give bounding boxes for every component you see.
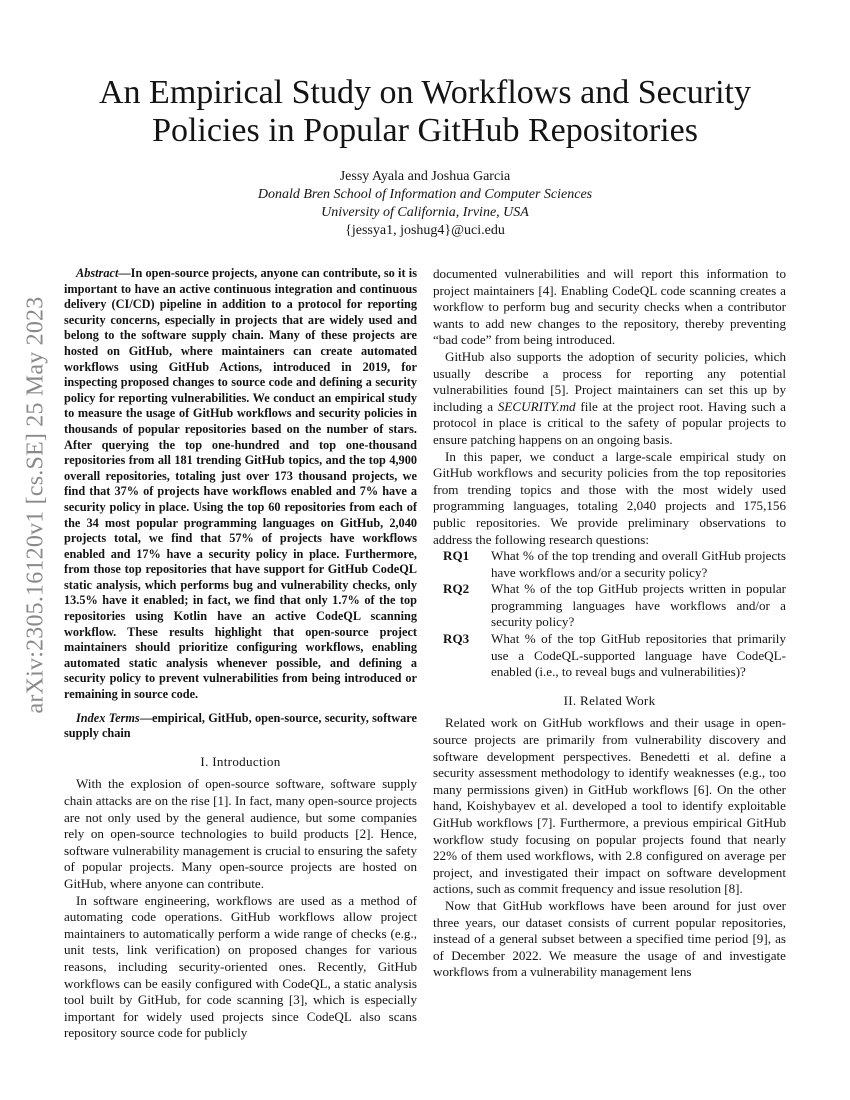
rq-label: RQ2 xyxy=(443,581,470,597)
arxiv-identifier xyxy=(6,290,66,720)
section-heading-related-work: II. Related Work xyxy=(563,692,656,708)
rq-text: What % of the top trending and overall GitHub projects have workflows and/or a security policy? xyxy=(491,548,786,580)
author-block xyxy=(60,168,790,240)
author-email: {jessya1, joshug4}@uci.edu xyxy=(345,223,505,238)
related-work-paragraph-2: Now that GitHub workflows have been around for just over three years, our dataset consists of current popular repositories, instead of a general subset between a specified time period [9], as of December 2022. We measure the usage of and investigate workflows from a vulnerability management lens xyxy=(433,897,786,980)
title-line-2: Policies in Popular GitHub Repositories xyxy=(152,112,698,149)
title-line-1: An Empirical Study on Workflows and Security xyxy=(99,74,751,111)
rq-text: What % of the top GitHub repositories that primarily use a CodeQL-supported language have CodeQL-enabled (i.e., to reveal bugs and vulnerabilities)? xyxy=(491,631,786,680)
p4-text-after: file at the project root. Having such a protocol in place is critical to the safety of popular projects to ensure patching happens on an ongoing basis. xyxy=(433,398,786,447)
security-md-filename: SECURITY.md xyxy=(497,398,576,414)
paper-title xyxy=(60,74,790,150)
related-work-paragraph-1: Related work on GitHub workflows and their usage in open-source projects are primarily from vulnerability discovery and software development perspectives. Benedetti et al. define a security assessment methodology to identify weaknesses (e.g., too many permissions given) in GitHub workflows [6]. On the other hand, Koishybayev et al. developed a tool to identify exploitable GitHub workflows [7]. Furthermore, a previous empirical GitHub workflow study focusing on popular projects found that nearly 22% of them used workflows, with 2.8 configured on average per project, and investigated their impact on software development actions, such as commit frequency and issue resolution [8]. xyxy=(433,715,786,897)
research-question-1 xyxy=(433,548,786,581)
abstract xyxy=(64,266,417,703)
research-question-3 xyxy=(433,631,786,681)
intro-paragraph-3: documented vulnerabilities and will report this information to project maintainers [4]. Enabling CodeQL code scanning creates a workflow to perform bug and security checks when a contributor wants to add new changes to the repository, thereby preventing “bad code” from being introduced. xyxy=(433,266,786,348)
index-terms-label: Index Terms xyxy=(76,710,140,725)
intro-paragraph-5: In this paper, we conduct a large-scale empirical study on GitHub workflows and security policies from the top repositories from trending topics and those with the most widely used programming languages, totaling 2,040 projects and 175,156 public repositories. We provide preliminary observations to address the following research questions: xyxy=(433,448,786,547)
affiliation-school: Donald Bren School of Information and Computer Sciences xyxy=(257,187,593,202)
abstract-label: Abstract xyxy=(76,266,119,280)
left-column xyxy=(64,266,417,1042)
affiliation-university: University of California, Irvine, USA xyxy=(321,205,529,220)
rq-label: RQ1 xyxy=(443,548,470,564)
index-terms xyxy=(64,711,417,742)
rq-text: What % of the top GitHub projects written in popular programming languages have workflows and/or a security policy? xyxy=(491,581,786,630)
intro-paragraph-2: In software engineering, workflows are used as a method of automating code operations. GitHub workflows allow project maintainers to automatically perform a wide range of checks (e.g., unit tests, link verification) on proposed changes for various reasons, including security-oriented ones. Recently, GitHub workflows can be easily configured with CodeQL, a static analysis tool built by GitHub, for code scanning [3], which is especially important for widely used projects since CodeQL also scans repository source code for publicly xyxy=(64,892,417,1041)
research-question-2 xyxy=(433,581,786,631)
p4-text-before: GitHub also supports the adoption of security policies, which usually describe a process for reporting any potential vulnerabilities found [5]. Project maintainers can set this up by including a xyxy=(433,348,786,414)
arxiv-id-text: arXiv:2305.16120v1 [cs.SE] 25 May 2023 xyxy=(22,296,49,714)
abstract-text: —In open-source projects, anyone can contribute, so it is important to have an active continuous integration and continuous delivery (CI/CD) pipeline in addition to a protocol for reporting security concerns, especially in projects that are widely used and belong to the software supply chain. Many of these projects are hosted on GitHub, where maintainers can create automated workflows using GitHub Actions, introduced in 2019, for inspecting proposed changes to source code and defining a security policy for reporting vulnerabilities. We conduct an empirical study to measure the usage of GitHub workflows and security policies in thousands of popular repositories based on the number of stars. After querying the top one-hundred and top one-thousand repositories from all 181 trending GitHub topics, and the top 4,900 overall repositories, totaling just over 173 thousand projects, we find that 37% of projects have workflows enabled and 7% have a security policy in place. Using the top 60 repositories from each of the 34 most popular programming languages on GitHub, 2,040 projects total, we find that 57% of projects have workflows enabled and 17% have a security policy in place. Furthermore, from those top repositories that have support for GitHub CodeQL static analysis, which performs bug and vulnerability checks, only 13.5% have it enabled; in fact, we find that only 1.7% of the top repositories using Kotlin have an active CodeQL scanning workflow. These results highlight that open-source project maintainers should prioritize configuring workflows, enabling automated static analysis whenever possible, and defining a security policy to prevent vulnerabilities from being introduced or remaining in source code. xyxy=(64,266,417,702)
rq-label: RQ3 xyxy=(443,631,470,647)
right-column xyxy=(433,266,786,981)
intro-paragraph-1: With the explosion of open-source software, software supply chain attacks are on the rise [1]. In fact, many open-source projects are not only used by the general audience, but some companies rely on open-source technologies to build products [2]. Hence, software vulnerability management is crucial to ensuring the safety of popular projects. Many open-source projects are hosted on GitHub, where anyone can contribute. xyxy=(64,776,417,891)
index-terms-text: —empirical, GitHub, open-source, security, software supply chain xyxy=(64,710,417,741)
intro-paragraph-4 xyxy=(433,349,786,449)
author-names: Jessy Ayala and Joshua Garcia xyxy=(339,169,511,184)
section-heading-introduction: I. Introduction xyxy=(200,753,281,769)
